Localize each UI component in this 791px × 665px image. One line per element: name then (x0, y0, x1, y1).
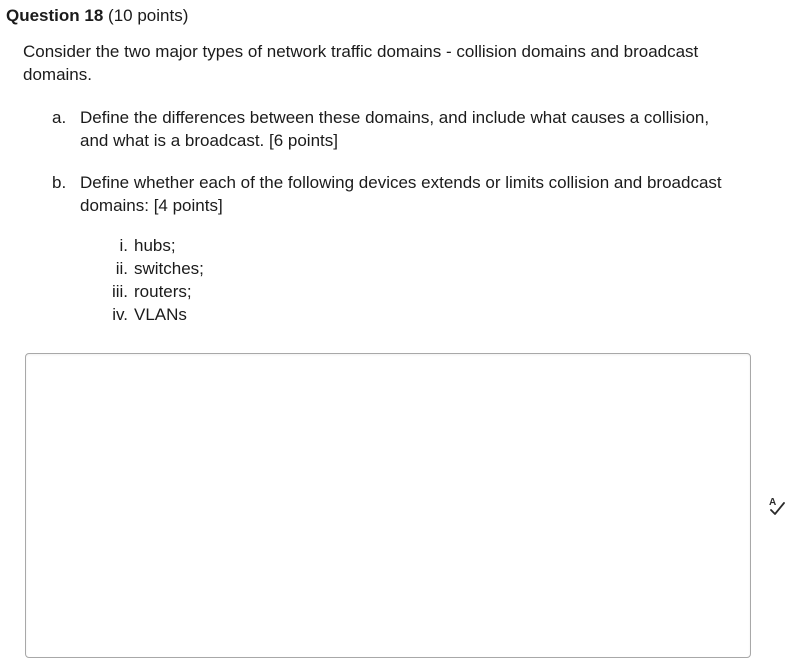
list-item-marker: iv. (112, 305, 128, 324)
part-b-marker: b. (52, 173, 67, 192)
list-item-marker: ii. (115, 259, 128, 278)
list-item (100, 280, 204, 303)
question-number: Question 18 (6, 6, 104, 25)
question-header (6, 4, 188, 28)
question-part-a (52, 106, 752, 156)
part-b-text: Define whether each of the following devices extends or limits collision and broadcast domains: [4 points] (80, 173, 722, 215)
question-part-b (52, 171, 752, 221)
list-item-text: hubs; (134, 236, 176, 255)
list-item-marker: iii. (111, 282, 128, 301)
part-a-marker: a. (52, 108, 67, 127)
list-item-text: routers; (134, 282, 192, 301)
list-item (100, 234, 204, 257)
list-item-text: switches; (134, 259, 204, 278)
question-prompt: Consider the two major types of network traffic domains - collision domains and broadcast domains. (23, 42, 699, 84)
list-item-text: VLANs (134, 305, 187, 324)
part-a-text: Define the differences between these domains, and include what causes a collision, and what is a broadcast. [6 points] (80, 108, 710, 150)
list-item (100, 257, 204, 280)
list-item-marker: i. (119, 236, 128, 255)
question-points: (10 points) (108, 6, 189, 25)
svg-text:A: A (769, 497, 777, 508)
spellcheck-icon[interactable] (766, 495, 788, 517)
list-item (100, 303, 204, 326)
answer-textarea[interactable] (25, 353, 751, 658)
device-list (100, 234, 204, 326)
spellcheck-icon-graphic (766, 495, 788, 517)
